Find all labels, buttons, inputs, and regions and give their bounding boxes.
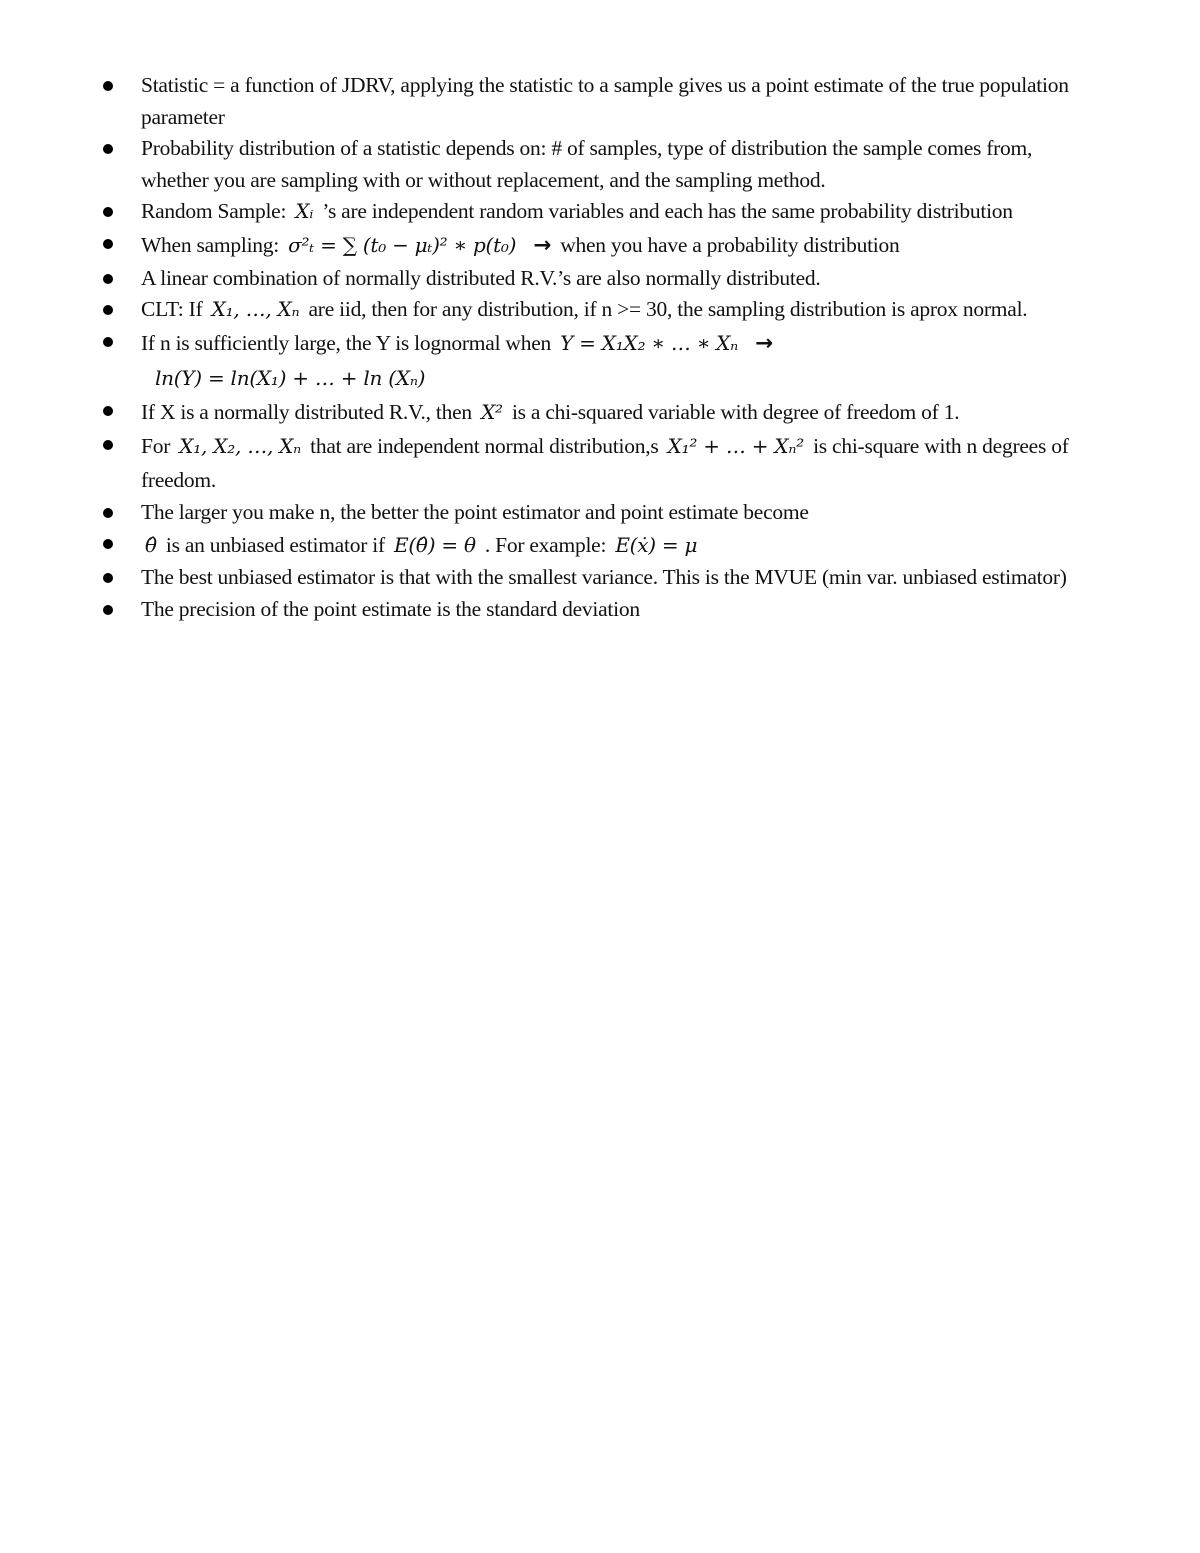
bullet-icon — [103, 239, 113, 249]
math-expression: E(θ̂) = θ — [394, 533, 476, 557]
list-item — [100, 263, 1100, 295]
list-item — [100, 133, 1100, 196]
list-item — [100, 497, 1100, 529]
item-text: When sampling: — [141, 232, 280, 257]
list-item — [100, 70, 1100, 133]
bullet-icon — [103, 305, 113, 315]
list-item — [100, 528, 1100, 562]
notes-bullet-list — [100, 70, 1100, 625]
item-text: Random Sample: — [141, 199, 287, 223]
item-text: when you have a probability distribution — [560, 232, 900, 257]
list-item — [100, 395, 1100, 429]
bullet-icon — [103, 539, 113, 549]
bullet-icon — [103, 274, 113, 284]
item-text: The best unbiased estimator is that with the smallest variance. This is the MVUE (min var. unbiased estimator) — [141, 565, 1067, 589]
bullet-icon — [103, 605, 113, 615]
item-text: The precision of the point estimate is the standard deviation — [141, 596, 640, 621]
bullet-icon — [103, 573, 113, 583]
bullet-icon — [103, 207, 113, 217]
item-text: . For example: — [484, 533, 607, 557]
math-expression: σ²ₜ = ∑ (t₀ − μₜ)² ∗ p(t₀) — [288, 232, 517, 257]
bullet-icon — [103, 81, 113, 91]
right-arrow-icon: → — [755, 330, 773, 356]
math-expression: X₁² + … + Xₙ² — [667, 433, 804, 458]
math-expression: E(ẋ) = μ — [615, 533, 698, 557]
math-expression: Y = X₁X₂ ∗ … ∗ Xₙ — [560, 330, 739, 355]
item-text: are iid, then for any distribution, if n >= 30, the sampling distribution is aprox normal. — [308, 297, 1028, 321]
list-item — [100, 429, 1100, 497]
math-expression: X₁, X₂, …, Xₙ — [179, 433, 301, 458]
item-text: The larger you make n, the better the point estimator and point estimate become — [141, 499, 809, 524]
item-text: For — [141, 433, 171, 458]
item-text: Statistic = a function of JDRV, applying the statistic to a sample gives us a point estimate of the true population parameter — [141, 73, 1069, 129]
right-arrow-icon: → — [533, 232, 552, 258]
item-text: If n is sufficiently large, the Y is lognormal when — [141, 330, 551, 355]
item-text: that are independent normal distribution,s — [310, 433, 659, 458]
math-expression: θ̂ — [145, 533, 157, 557]
item-text: Probability distribution of a statistic depends on: # of samples, type of distribution the sample comes from, whether you are sampling with or without replacement, and the sampling method. — [141, 136, 1033, 192]
math-expression: X² — [481, 399, 503, 424]
item-text: A linear combination of normally distributed R.V.’s are also normally distributed. — [141, 265, 821, 290]
item-text: is a chi-squared variable with degree of freedom of 1. — [511, 399, 960, 424]
list-item — [100, 562, 1100, 594]
bullet-icon — [103, 440, 113, 450]
bullet-icon — [103, 337, 113, 347]
item-text: ’s are independent random variables and each has the same probability distribution — [322, 199, 1013, 223]
math-expression: Xᵢ — [295, 199, 314, 223]
list-item — [100, 326, 1100, 395]
bullet-icon — [103, 508, 113, 518]
list-item — [100, 228, 1100, 263]
math-expression: X₁, …, Xₙ — [211, 297, 300, 321]
math-expression: ln(Y) = ln(X₁) + … + ln (Xₙ) — [155, 365, 426, 390]
item-text: CLT: If — [141, 297, 203, 321]
item-text: If X is a normally distributed R.V., then — [141, 399, 472, 424]
bullet-icon — [103, 406, 113, 416]
bullet-icon — [103, 144, 113, 154]
item-text: is chi-square with n degrees of freedom. — [141, 433, 1069, 492]
list-item — [100, 196, 1100, 228]
item-text: is an unbiased estimator if — [165, 533, 385, 557]
list-item — [100, 294, 1100, 326]
list-item — [100, 594, 1100, 626]
